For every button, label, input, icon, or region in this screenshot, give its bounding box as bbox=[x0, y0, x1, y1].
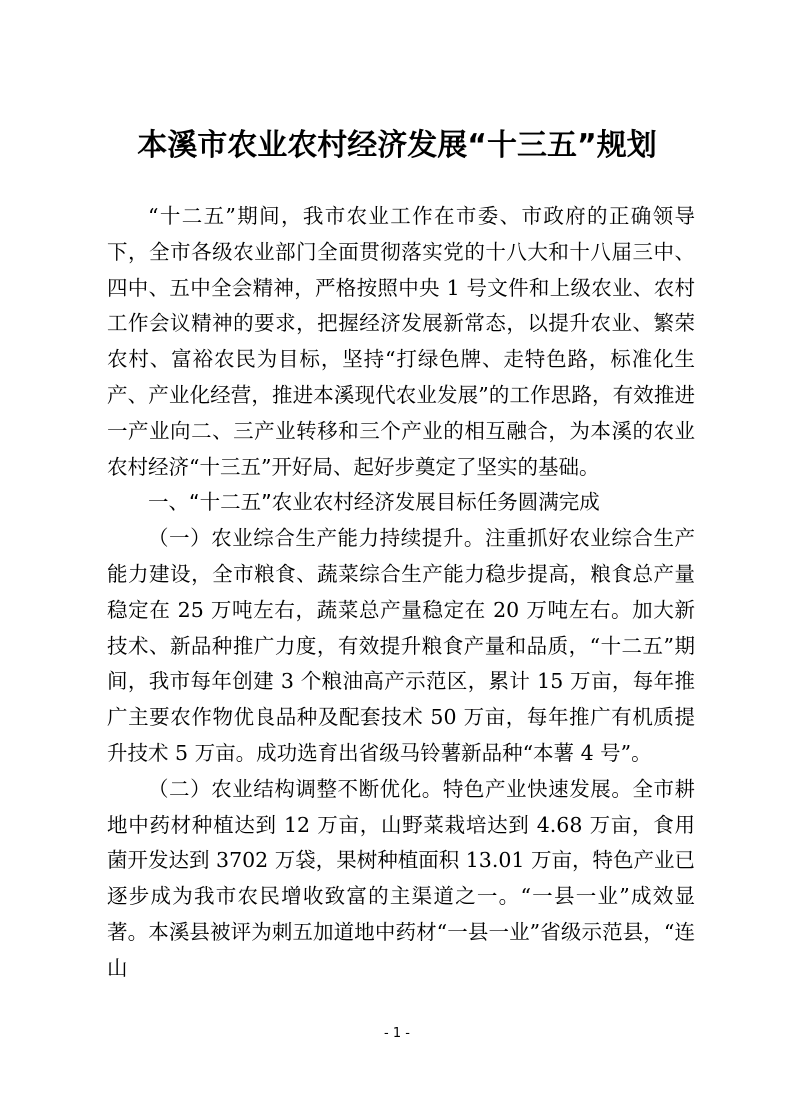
section-paragraph-2: （二）农业结构调整不断优化。特色产业快速发展。全市耕地中药材种植达到 12 万亩，山野菜栽培达到 4.68 万亩，食用菌开发达到 3702 万袋，果树种植面积 13.01 万亩，特色产业已逐步成为我市农民增收致富的主渠道之一。“一县一业”成效显著。本溪县被评为刺五加道地中药材“一县一业”省级示范县，“连山 bbox=[107, 776, 695, 980]
document-body bbox=[107, 199, 695, 987]
page-number: - 1 - bbox=[384, 1026, 410, 1041]
document-title: 本溪市农业农村经济发展“十三五”规划 bbox=[137, 128, 657, 163]
section-heading: 一、“十二五”农业农村经济发展目标任务圆满完成 bbox=[148, 490, 600, 515]
section-paragraph-1: （一）农业综合生产能力持续提升。注重抓好农业综合生产能力建设，全市粮食、蔬菜综合生产能力稳步提高，粮食总产量稳定在 25 万吨左右，蔬菜总产量稳定在 20 万吨左右。加大新技术、新品种推广力度，有效提升粮食产量和品质，“十二五”期间，我市每年创建 3 个粮油高产示范区，累计 15 万亩，每年推广主要农作物优良品种及配套技术 50 万亩，每年推广有机质提升技术 5 万亩。成功选育出省级马铃薯新品种“本薯 4 号”。 bbox=[107, 526, 695, 765]
intro-paragraph: “十二五”期间，我市农业工作在市委、市政府的正确领导下，全市各级农业部门全面贯彻落实党的十八大和十八届三中、四中、五中全会精神，严格按照中央 1 号文件和上级农业、农村工作会议精神的要求，把握经济发展新常态，以提升农业、繁荣农村、富裕农民为目标，坚持“打绿色牌、走特色路，标准化生产、产业化经营，推进本溪现代农业发展”的工作思路，有效推进一产业向二、三产业转移和三个产业的相互融合，为本溪的农业农村经济“十三五”开好局、起好步奠定了坚实的基础。 bbox=[107, 204, 695, 479]
